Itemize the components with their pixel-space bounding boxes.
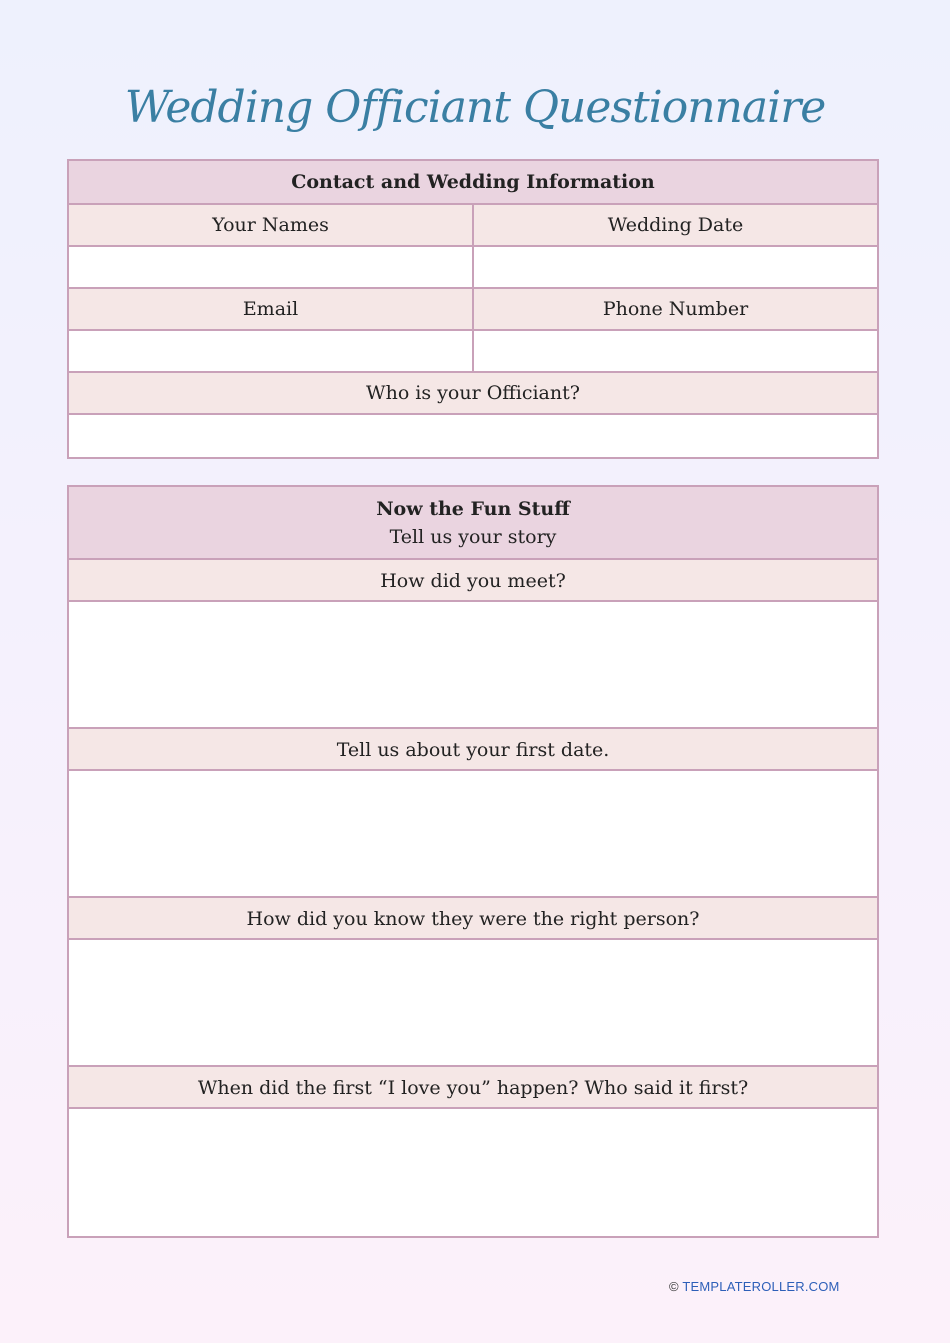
contact-section-title: Contact and Wedding Information <box>291 171 655 193</box>
officiant-label: Who is your Officiant? <box>69 373 877 413</box>
wedding-date-field[interactable] <box>472 247 877 287</box>
story-section-subtitle: Tell us your story <box>389 526 557 548</box>
phone-number-label: Phone Number <box>472 289 877 329</box>
phone-number-field[interactable] <box>472 331 877 371</box>
your-names-label: Your Names <box>69 205 472 245</box>
contact-info-form <box>67 159 879 459</box>
email-phone-input-row <box>69 331 877 373</box>
names-date-input-row <box>69 247 877 289</box>
officiant-label-row <box>69 373 877 415</box>
question-label: When did the first “I love you” happen? Who said it first? <box>69 1067 877 1109</box>
names-date-label-row <box>69 205 877 247</box>
question-label: How did you meet? <box>69 560 877 602</box>
email-field[interactable] <box>69 331 472 371</box>
footer-credit <box>669 1279 840 1294</box>
contact-section-header <box>69 161 877 205</box>
answer-area-first-date[interactable] <box>69 771 877 898</box>
officiant-field[interactable] <box>69 415 877 457</box>
story-form <box>67 485 879 1238</box>
footer-link[interactable]: TEMPLATEROLLER.COM <box>682 1279 840 1294</box>
copyright-symbol: © <box>669 1279 679 1294</box>
email-phone-label-row <box>69 289 877 331</box>
story-section-header <box>69 487 877 560</box>
page-title: Wedding Officiant Questionnaire <box>124 82 826 133</box>
wedding-date-label: Wedding Date <box>472 205 877 245</box>
answer-area-right-person[interactable] <box>69 940 877 1067</box>
story-section-title: Now the Fun Stuff <box>376 498 570 520</box>
officiant-input-row <box>69 415 877 457</box>
answer-area-how-met[interactable] <box>69 602 877 729</box>
answer-area-i-love-you[interactable] <box>69 1109 877 1236</box>
your-names-field[interactable] <box>69 247 472 287</box>
question-label: How did you know they were the right person? <box>69 898 877 940</box>
question-label: Tell us about your first date. <box>69 729 877 771</box>
email-label: Email <box>69 289 472 329</box>
